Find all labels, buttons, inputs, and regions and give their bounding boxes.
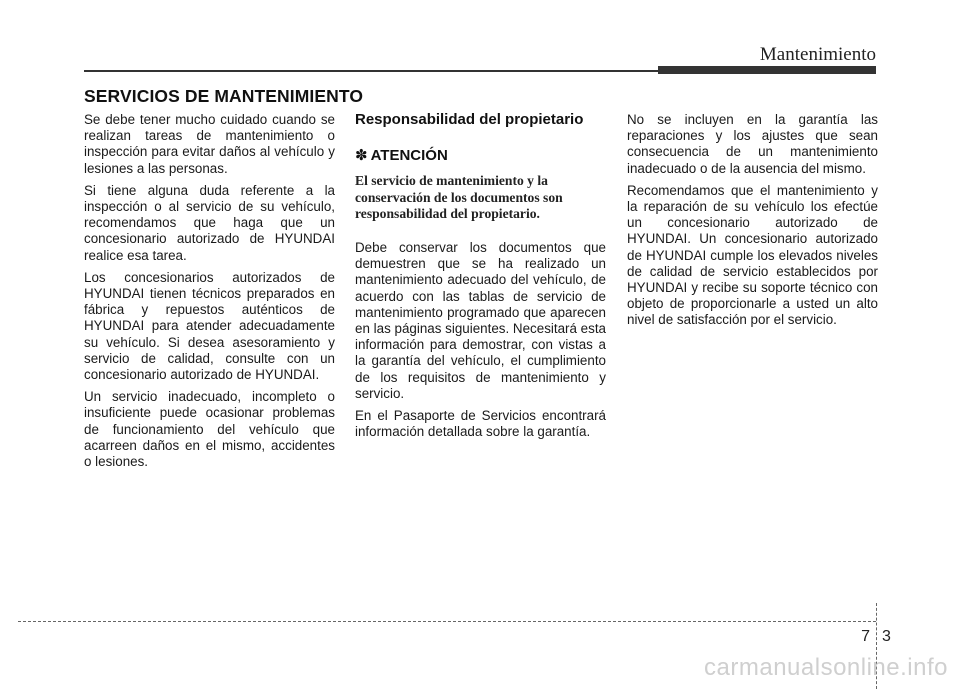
page-number: 3	[882, 628, 891, 645]
column-2	[355, 112, 606, 446]
chapter-number: 7	[861, 628, 870, 645]
paragraph: Recomendamos que el mantenimiento y la reparación de su vehículo los efectúe un concesionario autorizado de HYUNDAI. Un concesionario autorizado de HYUNDAI cumple los elevados niveles de calidad de servicio establecidos por HYUNDAI y recibe su soporte técnico con objeto de proporcionarle a usted un alto nivel de satisfacción por el servicio.	[627, 182, 878, 328]
header-rule	[84, 70, 658, 72]
warning-title	[355, 148, 606, 164]
warning-text: El servicio de mantenimiento y la conservación de los documentos son responsabilidad del propietario.	[355, 173, 563, 222]
watermark: carmanualsonline.info	[704, 654, 948, 681]
column-1	[84, 112, 335, 476]
paragraph: Si tiene alguna duda referente a la inspección o al servicio de su vehículo, recomendamos que haga que un concesionario autorizado de HYUNDAI realice esa tarea.	[84, 182, 335, 263]
footer-rule	[18, 621, 876, 622]
header-title: Mantenimiento	[759, 44, 876, 65]
paragraph: Un servicio inadecuado, incompleto o insuficiente puede ocasionar problemas de funcionamiento del vehículo que acarreen daños en el mismo, accidentes o lesiones.	[84, 389, 335, 470]
paragraph: Los concesionarios autorizados de HYUNDAI tienen técnicos preparados en fábrica y repuestos auténticos de HYUNDAI para atender adecuadamente su vehículo. Si desea asesoramiento y servicio de calidad, consulte con un concesionario autorizado de HYUNDAI.	[84, 269, 335, 383]
warning-title-text: ATENCIÓN	[370, 147, 448, 165]
paragraph: Se debe tener mucho cuidado cuando se realizan tareas de mantenimiento o inspección para evitar daños al vehículo y lesiones a las personas.	[84, 112, 335, 176]
paragraph: No se incluyen en la garantía las reparaciones y los ajustes que sean consecuencia de un mantenimiento inadecuado o de la ausencia del mismo.	[627, 112, 878, 176]
asterisk-warning-icon: ✽	[355, 147, 368, 165]
header-rule-bar	[658, 66, 876, 74]
paragraph: Debe conservar los documentos que demuestren que se ha realizado un mantenimiento adecuado del vehículo, de acuerdo con las tablas de servicio de mantenimiento programado que aparecen en las páginas siguientes. Necesitará esta información para demostrar, con vistas a la garantía del vehículo, el cumplimiento de los requisitos de mantenimiento y servicio.	[355, 239, 606, 401]
section-heading: SERVICIOS DE MANTENIMIENTO	[84, 86, 364, 106]
subheading-owner-responsibility: Responsabilidad del propietario	[355, 111, 584, 128]
paragraph: En el Pasaporte de Servicios encontrará información detallada sobre la garantía.	[355, 407, 606, 440]
column-3	[627, 112, 878, 335]
